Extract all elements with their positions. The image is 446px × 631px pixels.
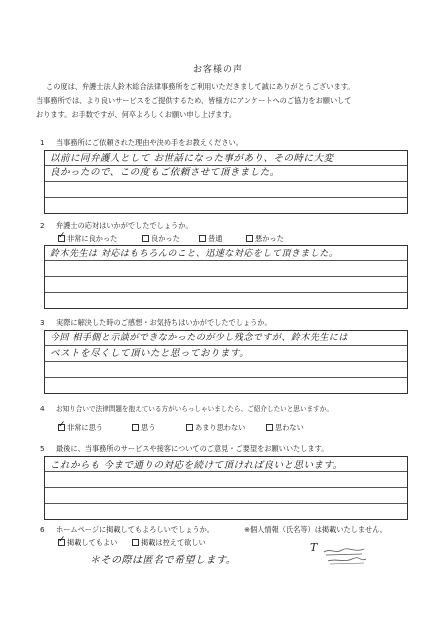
intro-line-1: この度は、弁護士法人鈴木総合法律事務所をご利用いただきまして誠にありがとうございます。 xyxy=(46,82,355,91)
checkbox-icon[interactable] xyxy=(199,235,206,242)
q6-option-2[interactable]: 掲載は控えて欲しい xyxy=(132,538,206,548)
redacted-signature-icon xyxy=(322,544,368,566)
q6-note: ※個人情報（氏名等）は掲載いたしません。 xyxy=(244,525,388,534)
q1-text: 当事務所にご依頼された理由や決め手をお教えください。 xyxy=(56,138,243,147)
q4-option-4[interactable]: 思わない xyxy=(266,423,304,433)
intro-line-3: おります。お手数ですが、何卒よろしくお願い申し上げます。 xyxy=(36,110,237,119)
q3-answer-line-1: 今回 相手側と示談ができなかったのが少し残念ですが、鈴木先生には xyxy=(50,333,348,343)
q2-text: 弁護士の応対はいかがでしたでしょうか。 xyxy=(56,221,193,230)
q3-text: 実際に解決した時のご感想・お気持ちはいかがでしたでしょうか。 xyxy=(56,318,272,327)
checkbox-icon[interactable] xyxy=(132,424,139,431)
q4-number: 4 xyxy=(40,404,45,413)
checkbox-icon[interactable] xyxy=(246,235,253,242)
q2-option-1[interactable]: ✓非常に良かった xyxy=(58,234,117,244)
checkbox-checked-icon[interactable] xyxy=(58,424,65,431)
q4-text: お知り合いで法律問題を抱えている方がいらっしゃいましたら、ご紹介したいと思いますか。 xyxy=(56,405,333,413)
q6-text: ホームページに掲載してもよろしいでしょうか。 xyxy=(56,525,214,534)
q5-text: 最後に、当事務所のサービスや接客についてのご意見・ご要望をお願いいたします。 xyxy=(56,444,329,453)
q2-number: 2 xyxy=(40,221,45,230)
signature-mark: T xyxy=(310,541,318,554)
q6-option-1[interactable]: ✓掲載してもよい xyxy=(58,538,117,548)
page-title: お客様の声 xyxy=(193,65,244,75)
q2-option-3[interactable]: 普通 xyxy=(199,234,222,244)
q6-handwritten-note: ＊その際は匿名で希望します。 xyxy=(90,555,237,566)
q5-number: 5 xyxy=(40,444,45,453)
q2-option-2[interactable]: 良かった xyxy=(142,234,180,244)
q3-number: 3 xyxy=(40,318,45,327)
q1-answer-line-2: 良かったので、この度もご依頼させて頂きました。 xyxy=(50,167,280,178)
q2-answer-line-1: 鈴木先生は 対応はもちろんのこと、迅速な対応をして頂きました。 xyxy=(50,249,339,259)
intro-line-2: 当事務所では、より良いサービスをご提供するため、皆様方にアンケートへのご協力をお願いして xyxy=(36,96,352,105)
checkbox-icon[interactable] xyxy=(132,539,139,546)
checkbox-checked-icon[interactable] xyxy=(58,539,65,546)
q5-answer-line-1: これからも 今まで通りの対応を続けて頂ければ良いと思います。 xyxy=(50,460,343,471)
checkbox-checked-icon[interactable] xyxy=(58,235,65,242)
checkbox-icon[interactable] xyxy=(142,235,149,242)
q1-answer-line-1: 以前に同弁護人として お世話になった事があり、その時に大変 xyxy=(50,153,334,164)
q3-answer-line-2: ベストを尽くして頂いたと思っております。 xyxy=(50,348,250,359)
q2-option-4[interactable]: 悪かった xyxy=(246,234,284,244)
q1-number: 1 xyxy=(40,138,45,147)
q6-number: 6 xyxy=(40,525,45,534)
q4-option-2[interactable]: 思う xyxy=(132,423,155,433)
q4-option-3[interactable]: あまり思わない xyxy=(186,423,245,433)
checkbox-icon[interactable] xyxy=(186,424,193,431)
checkbox-icon[interactable] xyxy=(266,424,273,431)
q4-option-1[interactable]: ✓非常に思う xyxy=(58,423,103,433)
